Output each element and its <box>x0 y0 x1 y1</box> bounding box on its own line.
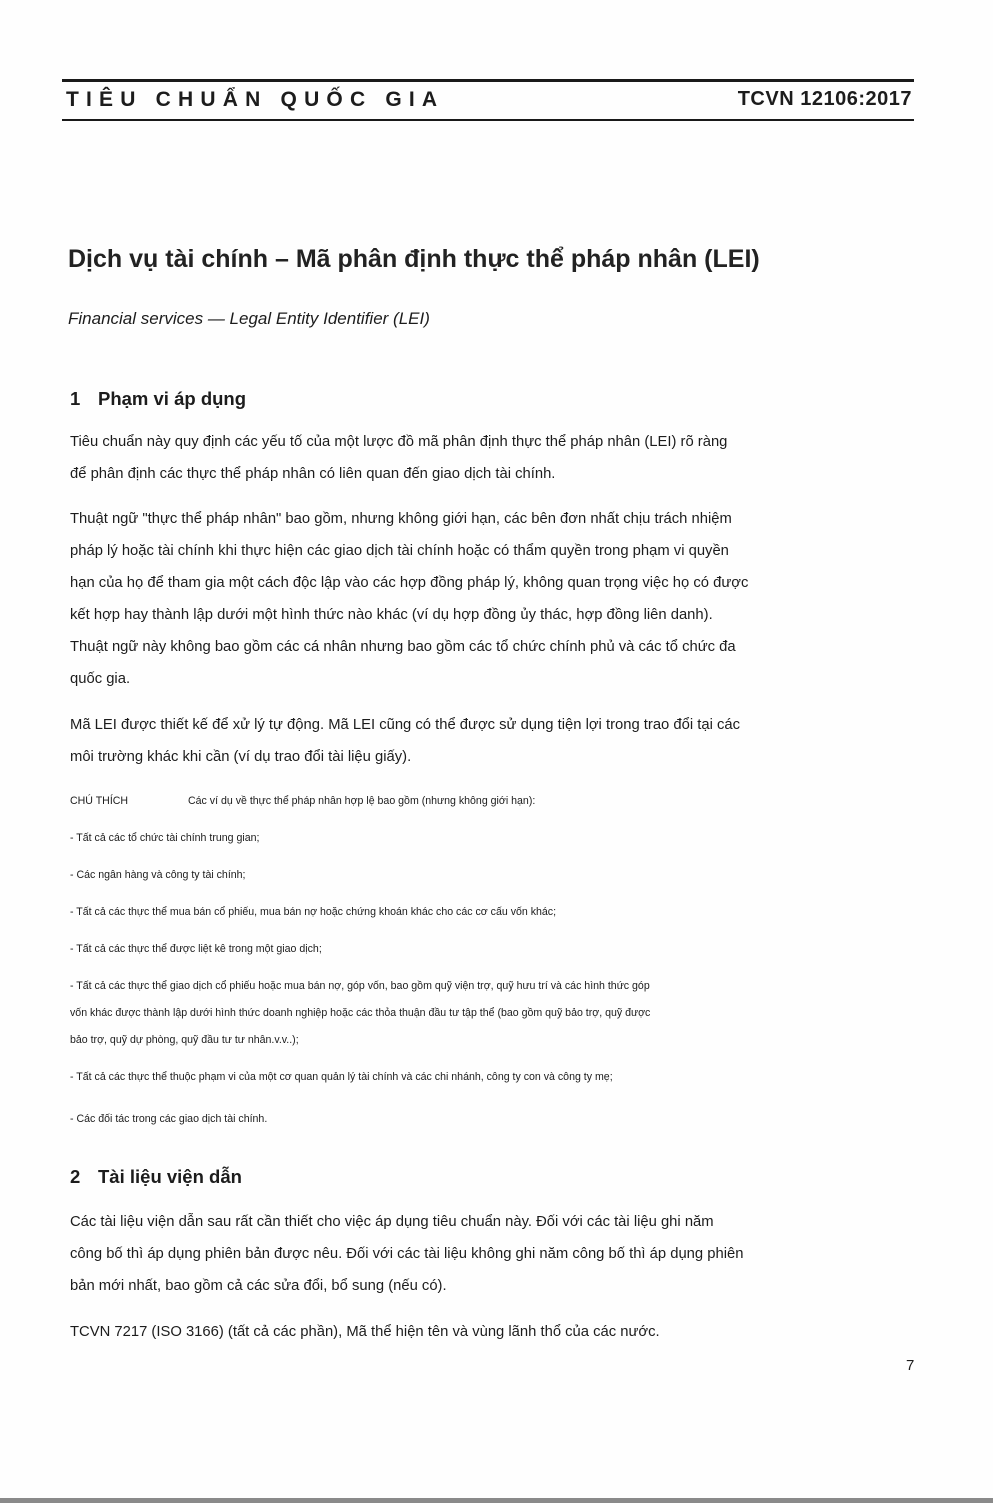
section-title: Tài liệu viện dẫn <box>98 1166 242 1187</box>
section-2-paragraph-1 <box>70 1206 918 1302</box>
text-line: quốc gia. <box>70 671 131 687</box>
note-item: vốn khác được thành lập dưới hình thức doanh nghiệp hoặc các thỏa thuận đầu tư tập thể (bao gồm quỹ bảo trợ, quỹ được <box>70 1007 651 1019</box>
section-1-paragraph-1 <box>70 426 918 490</box>
page-number: 7 <box>906 1357 915 1374</box>
text-line: Mã LEI được thiết kế để xử lý tự động. Mã LEI cũng có thể được sử dụng tiện lợi trong trao đổi tại các <box>70 717 741 733</box>
section-1-heading <box>70 388 246 410</box>
section-title: Phạm vi áp dụng <box>98 388 247 409</box>
text-line: Tiêu chuẩn này quy định các yếu tố của một lược đồ mã phân định thực thể pháp nhân (LEI) rõ ràng <box>70 434 728 450</box>
text-line: Thuật ngữ "thực thể pháp nhân" bao gồm, nhưng không giới hạn, các bên đơn nhất chịu trách nhiệm <box>70 511 732 527</box>
text-line: TCVN 7217 (ISO 3166) (tất cả các phần), Mã thể hiện tên và vùng lãnh thổ của các nước. <box>70 1324 660 1340</box>
header-bottom-rule <box>62 119 914 121</box>
text-line: pháp lý hoặc tài chính khi thực hiện các giao dịch tài chính hoặc có thẩm quyền trong phạm vi quyền <box>70 543 729 559</box>
text-line: để phân định các thực thể pháp nhân có liên quan đến giao dịch tài chính. <box>70 466 556 482</box>
note-intro <box>70 788 920 815</box>
text-line: kết hợp hay thành lập dưới một hình thức nào khác (ví dụ hợp đồng ủy thác, hợp đồng liên danh). <box>70 607 713 623</box>
document-title: Dịch vụ tài chính – Mã phân định thực thể pháp nhân (LEI) <box>68 245 760 273</box>
note-item: bảo trợ, quỹ dự phòng, quỹ đầu tư tư nhân.v.v..); <box>70 1034 299 1046</box>
section-2-paragraph-2 <box>70 1316 918 1348</box>
section-1-paragraph-2 <box>70 503 918 695</box>
header-standard-code: TCVN 12106:2017 <box>737 88 912 110</box>
document-subtitle: Financial services — Legal Entity Identifier (LEI) <box>68 309 430 328</box>
note-item: - Tất cả các thực thể mua bán cổ phiếu, mua bán nợ hoặc chứng khoán khác cho các cơ cấu vốn khác; <box>70 906 557 918</box>
note-intro-text: Các ví dụ về thực thể pháp nhân hợp lệ bao gồm (nhưng không giới hạn): <box>188 795 536 807</box>
section-number: 1 <box>70 388 81 409</box>
note-item: - Các đối tác trong các giao dịch tài chính. <box>70 1113 268 1125</box>
text-line: Thuật ngữ này không bao gồm các cá nhân nhưng bao gồm các tổ chức chính phủ và các tổ chức đa <box>70 639 736 655</box>
note-label: CHÚ THÍCH <box>70 795 129 807</box>
page-header <box>66 88 914 116</box>
text-line: công bố thì áp dụng phiên bản được nêu. Đối với các tài liệu không ghi năm công bố thì áp dụng phiên <box>70 1246 744 1262</box>
section-1-paragraph-3 <box>70 709 918 773</box>
note-item: - Các ngân hàng và công ty tài chính; <box>70 869 246 881</box>
note-item: - Tất cả các thực thể được liệt kê trong một giao dịch; <box>70 943 322 955</box>
header-top-rule <box>62 79 914 82</box>
text-line: hạn của họ để tham gia một cách độc lập vào các hợp đồng pháp lý, không quan trọng việc họ có được <box>70 575 749 591</box>
section-2-heading <box>70 1166 242 1188</box>
text-line: bản mới nhất, bao gồm cả các sửa đổi, bổ sung (nếu có). <box>70 1278 447 1294</box>
header-standard-type: TIÊU CHUẨN QUỐC GIA <box>66 88 445 111</box>
note-item: - Tất cả các thực thể thuộc phạm vi của một cơ quan quản lý tài chính và các chi nhánh, công ty con và công ty mẹ; <box>70 1071 613 1083</box>
text-line: Các tài liệu viện dẫn sau rất cần thiết cho việc áp dụng tiêu chuẩn này. Đối với các tài liệu ghi năm <box>70 1214 714 1230</box>
section-number: 2 <box>70 1166 81 1187</box>
note-item: - Tất cả các tổ chức tài chính trung gian; <box>70 832 260 844</box>
scan-bottom-edge <box>0 1498 993 1503</box>
note-item: - Tất cả các thực thể giao dịch cổ phiếu hoặc mua bán nợ, góp vốn, bao gồm quỹ viện trợ, quỹ hưu trí và các hình thức góp <box>70 980 650 992</box>
text-line: môi trường khác khi cần (ví dụ trao đổi tài liệu giấy). <box>70 749 412 765</box>
